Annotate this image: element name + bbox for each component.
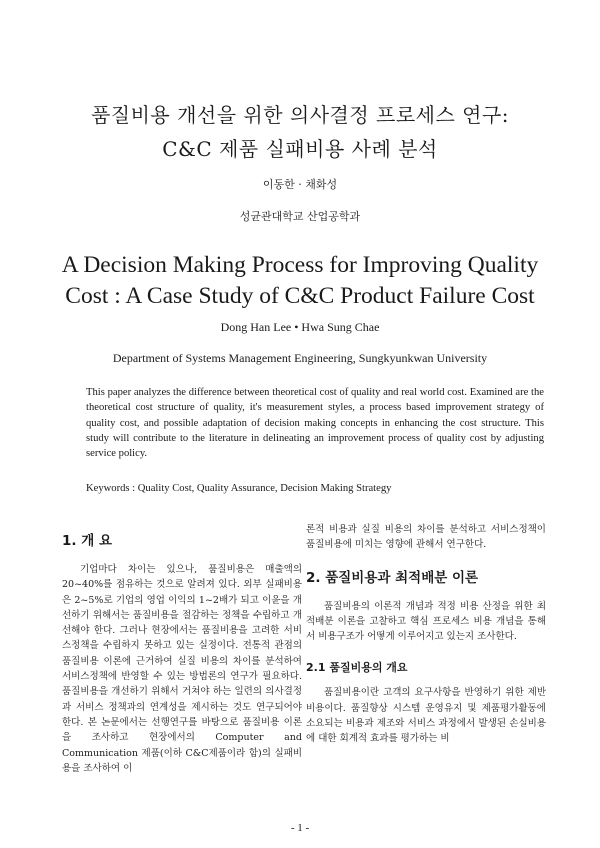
korean-title bbox=[0, 98, 600, 166]
left-column bbox=[62, 522, 302, 776]
section-2-paragraph: 품질비용의 이론적 개념과 적정 비용 산정을 위한 최적배분 이론을 고찰하고 핵심 프로세스 비용 개념을 통해서 비용구조가 어떻게 이루어지고 있는지 조사한다. bbox=[306, 600, 546, 643]
korean-affiliation: 성균관대학교 산업공학과 bbox=[239, 210, 361, 223]
page-number: - 1 - bbox=[290, 822, 310, 834]
english-authors: Dong Han Lee • Hwa Sung Chae bbox=[220, 320, 380, 334]
section-1-continued: 론적 비용과 실질 비용의 차이를 분석하고 서비스정책이 품질비용에 미치는 영향에 관해서 연구한다. bbox=[306, 524, 546, 551]
section-1-paragraph: 기업마다 차이는 있으나, 품질비용은 매출액의 20~40%를 점유하는 것으로 알려져 있다. 외부 실패비용은 2~5%로 기업의 영업 이익의 1~2배가 되고 이윤을 개선하기 위해서는 품질비용을 절감하는 정책을 수립하고 개선해야 한다. 그러나 현장에서는 품질비용을 고려한 서비스정책을 수립하지 못하고 있는 실정이다. 전통적 관점의 품질비용 이론에 근거하여 실질 비용의 차이를 분석하여 서비스정책에 반영할 수 있는 방법론의 연구가 필요하다. 품질비용을 개선하기 위해서 거쳐야 하는 일련의 의사결정과 서비스 정책과의 연계성을 제시하는 것도 연구되어야 한다. 본 논문에서는 선행연구를 바탕으로 품질비용 이론을 조사하고 현장에서의 Computer and Communication 제품(이하 C&C제품이라 함)의 실패비용을 조사하여 이 bbox=[62, 564, 302, 774]
keywords: Keywords : Quality Cost, Quality Assurance, Decision Making Strategy bbox=[86, 483, 392, 494]
section-2-heading: 2. 품질비용과 최적배분 이론 bbox=[306, 569, 479, 586]
korean-title-line-1: 품질비용 개선을 위한 의사결정 프로세스 연구: bbox=[90, 103, 510, 127]
english-title bbox=[0, 250, 600, 312]
section-1-heading: 1. 개 요 bbox=[62, 533, 113, 549]
english-affiliation: Department of Systems Management Engineering, Sungkyunkwan University bbox=[112, 351, 488, 365]
korean-authors: 이동한 · 채화성 bbox=[262, 178, 338, 191]
korean-title-line-2: C&C 제품 실패비용 사례 분석 bbox=[162, 137, 438, 161]
section-2-1-heading: 2.1 품질비용의 개요 bbox=[306, 661, 408, 675]
right-column bbox=[306, 522, 546, 747]
english-title-line-1: A Decision Making Process for Improving Quality bbox=[61, 252, 539, 278]
abstract: This paper analyzes the difference between theoretical cost of quality and real world cost. Examined are the theoretical cost structure of quality, it's measurement styles, a process based improvement strategy of quality cost, and possible adaptation of decision making concepts in enhancing the cost structure. This study will contribute to the literature in delineating an improvement process of quality cost by adjusting service policy. bbox=[86, 387, 544, 460]
section-2-1-paragraph: 품질비용이란 고객의 요구사항을 반영하기 위한 제반비용이다. 품질향상 시스템 운영유지 및 제품평가활동에 소요되는 비용과 제조와 서비스 과정에서 발생된 손실비용에 대한 회계적 효과를 평가하는 비 bbox=[306, 687, 546, 745]
english-title-line-2: Cost : A Case Study of C&C Product Failure Cost bbox=[65, 283, 535, 309]
